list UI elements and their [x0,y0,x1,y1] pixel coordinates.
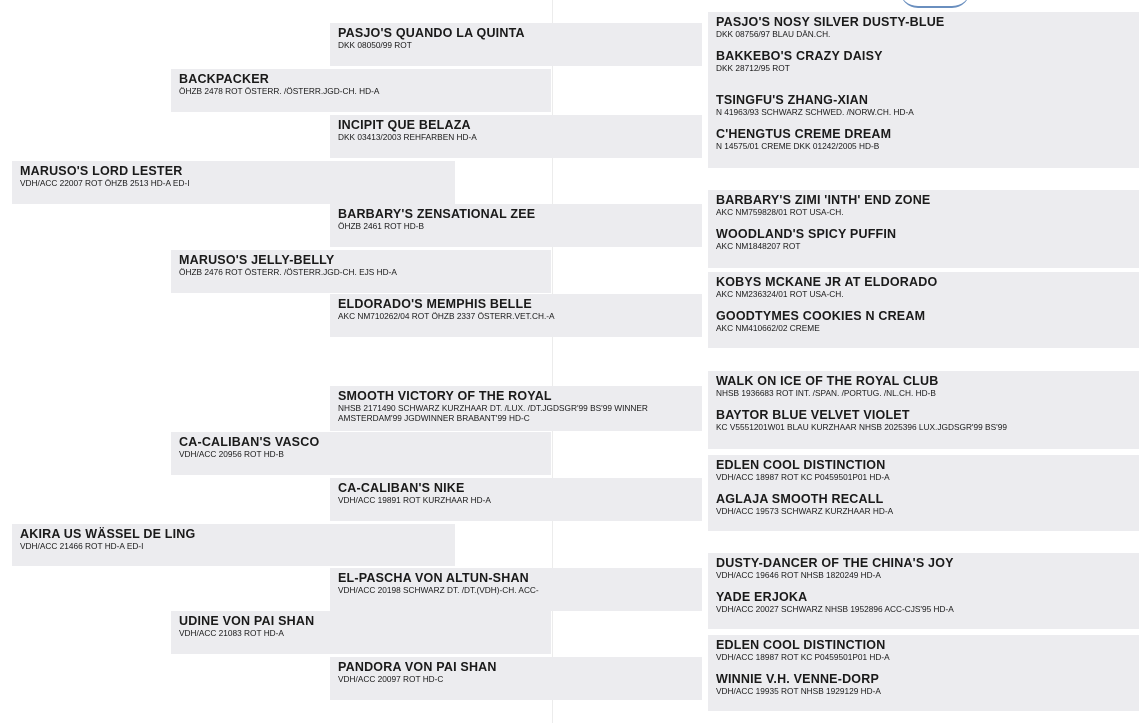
dog-name: EDLEN COOL DISTINCTION [716,458,886,472]
dog-registration: KC V5551201W01 BLAU KURZHAAR NHSB 2025396 LUX.JGDSGR'99 BS'99 [716,422,1007,432]
dog-registration: VDH/ACC 20198 SCHWARZ DT. /DT.(VDH)-CH. ACC- [338,585,539,595]
dog-registration: VDH/ACC 21083 ROT HD-A [179,628,284,638]
dog-name: MARUSO'S LORD LESTER [20,164,183,178]
ggp-1 [330,23,702,66]
dog-registration: VDH/ACC 19573 SCHWARZ KURZHAAR HD-A [716,506,894,516]
dam [12,524,455,566]
dog-name: EDLEN COOL DISTINCTION [716,638,886,652]
dog-registration: VDH/ACC 19891 ROT KURZHAAR HD-A [338,495,491,505]
sire-sire [171,69,551,112]
dog-name: WOODLAND'S SPICY PUFFIN [716,227,897,241]
dog-registration: AKC NM710262/04 ROT ÖHZB 2337 ÖSTERR.VET.CH.-A [338,311,555,321]
gggp-pair-2 [708,90,1139,168]
dog-registration: NHSB 1936683 ROT INT. /SPAN. /PORTUG. /NL.CH. HD-B [716,388,936,398]
gggp-pair-6 [708,455,1139,531]
dog-registration: N 14575/01 CREME DKK 01242/2005 HD-B [716,141,880,151]
dog-registration: ÖHZB 2478 ROT ÖSTERR. /ÖSTERR.JGD-CH. HD-A [179,86,380,96]
sire-dam [171,250,551,293]
dog-registration: AKC NM1848207 ROT [716,241,801,251]
ggp-3 [330,204,702,247]
sire [12,161,455,204]
gggp-pair-8 [708,635,1139,711]
dog-registration: VDH/ACC 18987 ROT KC P0459501P01 HD-A [716,472,890,482]
dog-name: AKIRA US WÄSSEL DE LING [20,527,196,541]
dam-sire [171,432,551,475]
dog-name: BAYTOR BLUE VELVET VIOLET [716,408,910,422]
dog-registration: DKK 08050/99 ROT [338,40,412,50]
ggp-7 [330,568,702,611]
dog-name: BAKKEBO'S CRAZY DAISY [716,49,883,63]
dog-name: UDINE VON PAI SHAN [179,614,315,628]
dog-name: CA-CALIBAN'S NIKE [338,481,465,495]
dog-registration: VDH/ACC 21466 ROT HD-A ED-I [20,541,144,551]
dog-registration: VDH/ACC 20097 ROT HD-C [338,674,444,684]
gggp-pair-3 [708,190,1139,268]
dog-name: PANDORA VON PAI SHAN [338,660,497,674]
dog-name: WALK ON ICE OF THE ROYAL CLUB [716,374,939,388]
ggp-8 [330,657,702,700]
dog-name: PASJO'S QUANDO LA QUINTA [338,26,525,40]
gggp-pair-1 [708,12,1139,90]
dog-registration: VDH/ACC 19646 ROT NHSB 1820249 HD-A [716,570,881,580]
dam-dam [171,611,551,654]
dog-registration: VDH/ACC 19935 ROT NHSB 1929129 HD-A [716,686,881,696]
dog-registration: AKC NM236324/01 ROT USA-CH. [716,289,844,299]
dog-registration: DKK 03413/2003 REHFARBEN HD-A [338,132,477,142]
dog-name: TSINGFU'S ZHANG-XIAN [716,93,869,107]
ggp-2 [330,115,702,158]
dog-name: MARUSO'S JELLY-BELLY [179,253,335,267]
dog-name: GOODTYMES COOKIES N CREAM [716,309,926,323]
dog-name: BARBARY'S ZENSATIONAL ZEE [338,207,536,221]
page-fold-divider [552,0,553,723]
dog-name: BACKPACKER [179,72,269,86]
dog-name: WINNIE V.H. VENNE-DORP [716,672,879,686]
dog-registration: DKK 08756/97 BLAU DÄN.CH. [716,29,831,39]
dog-registration: DKK 28712/95 ROT [716,63,790,73]
gggp-pair-4 [708,272,1139,348]
dog-name: EL-PASCHA VON ALTUN-SHAN [338,571,529,585]
dog-name: KOBYS MCKANE JR AT ELDORADO [716,275,938,289]
dog-name: SMOOTH VICTORY OF THE ROYAL [338,389,552,403]
gggp-pair-5 [708,371,1139,449]
ggp-4 [330,294,702,337]
dog-registration: ÖHZB 2461 ROT HD-B [338,221,425,231]
dog-registration: NHSB 2171490 SCHWARZ KURZHAAR DT. /LUX. /DT.JGDSGR'99 BS'99 WINNER AMSTERDAM'99 JGDWINNER BRABANT'99 HD-C [338,403,648,423]
dog-name: C'HENGTUS CREME DREAM [716,127,892,141]
dog-registration: AKC NM759828/01 ROT USA-CH. [716,207,844,217]
dog-registration: VDH/ACC 18987 ROT KC P0459501P01 HD-A [716,652,890,662]
dog-registration: VDH/ACC 22007 ROT ÖHZB 2513 HD-A ED-I [20,178,190,188]
gggp-pair-7 [708,553,1139,629]
dog-name: BARBARY'S ZIMI 'INTH' END ZONE [716,193,931,207]
blue-stamp-arc [900,0,970,8]
dog-name: PASJO'S NOSY SILVER DUSTY-BLUE [716,15,945,29]
ggp-6 [330,478,702,521]
dog-registration: VDH/ACC 20956 ROT HD-B [179,449,284,459]
dog-name: CA-CALIBAN'S VASCO [179,435,320,449]
dog-name: AGLAJA SMOOTH RECALL [716,492,884,506]
dog-registration: ÖHZB 2476 ROT ÖSTERR. /ÖSTERR.JGD-CH. EJS HD-A [179,267,397,277]
dog-name: DUSTY-DANCER OF THE CHINA'S JOY [716,556,954,570]
ggp-5 [330,386,702,431]
dog-registration: N 41963/93 SCHWARZ SCHWED. /NORW.CH. HD-A [716,107,914,117]
dog-name: YADE ERJOKA [716,590,808,604]
dog-name: ELDORADO'S MEMPHIS BELLE [338,297,532,311]
dog-name: INCIPIT QUE BELAZA [338,118,471,132]
dog-registration: VDH/ACC 20027 SCHWARZ NHSB 1952896 ACC-CJS'95 HD-A [716,604,954,614]
dog-registration: AKC NM410662/02 CREME [716,323,820,333]
